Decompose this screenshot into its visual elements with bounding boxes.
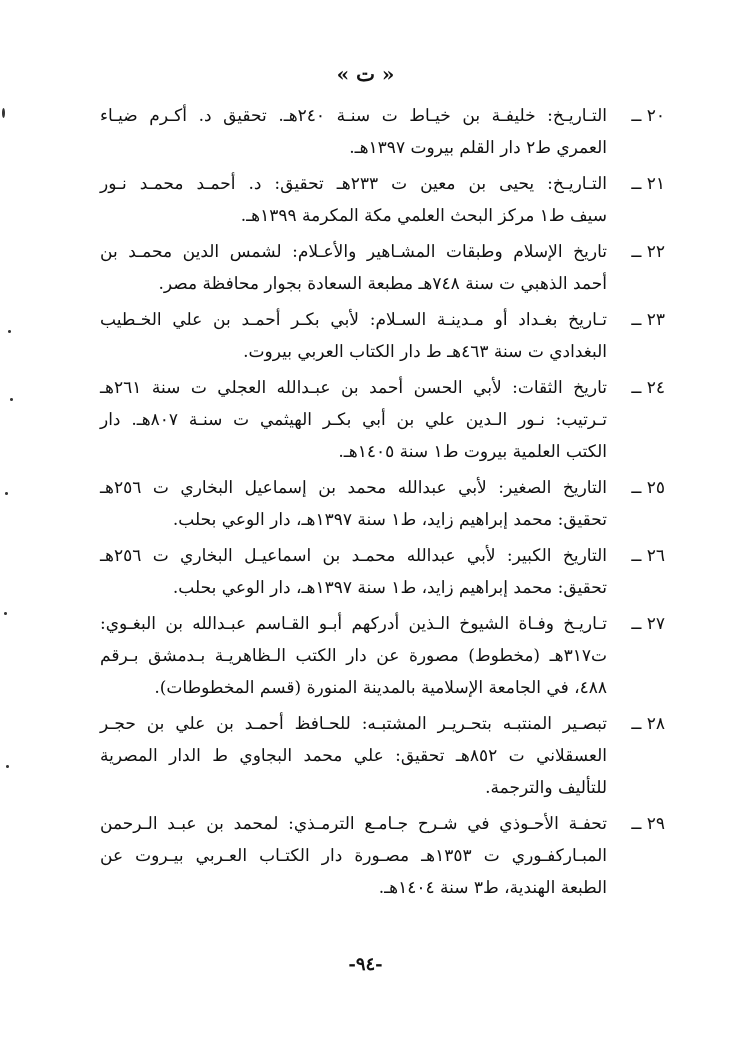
entry-line: التاريخ الكبير: لأبي عبدالله محمـد بن اسماعيـل البخاري ت ٢٥٦هـ [100,546,607,566]
entry-line: العسقلاني ت ٨٥٢هـ تحقيق: علي محمد البجاوي ط الدار المصرية [100,746,607,766]
entry-line: التاريخ الصغير: لأبي عبدالله محمد بن إسماعيل البخاري ت ٢٥٦هـ [100,478,607,498]
entry-line: البغدادي ت سنة ٤٦٣هـ ط دار الكتاب العربي بيروت. [243,342,607,362]
entry-number: ٢٧ ــ [631,614,665,634]
scan-speck [10,398,13,401]
entry-number: ٢٠ ــ [631,106,665,126]
entry-line: تحقيق: محمد إبراهيم زايد، ط١ سنة ١٣٩٧هـ، دار الوعي بحلب. [172,578,607,598]
entry-text [100,372,607,468]
entry-text [100,236,607,300]
entry-number: ٢٥ ــ [631,478,665,498]
entry-text [100,608,607,704]
scan-speck [5,492,8,495]
entry-line: التـاريـخ: خليفـة بن خيـاط ت سنـة ٢٤٠هـ. تحقيق د. أكـرم ضيـاء [100,106,607,126]
entry-line: الكتب العلمية بيروت ط١ سنة ١٤٠٥هـ. [338,442,607,462]
section-letter-heading: « ت » [336,62,395,86]
bibliography-entry [100,304,665,368]
entry-line: تـاريـخ وفـاة الشيوخ الـذين أدركهم أبـو القـاسم عبـدالله بن البغـوي: [100,614,607,634]
entry-text [100,808,607,904]
entry-line: تبصـير المنتبـه بتحـريـر المشتبـه: للحـافظ أحمـد بن علي بن حجـر [100,714,607,734]
bibliography-entry [100,168,665,232]
entry-text [100,708,607,804]
entry-line: المبـاركفـوري ت ١٣٥٣هـ مصـورة دار الكتـاب العـربي بيـروت عن [100,846,607,866]
bibliography-entry [100,472,665,536]
bibliography-entry [100,540,665,604]
entry-line: تحقيق: محمد إبراهيم زايد، ط١ سنة ١٣٩٧هـ، دار الوعي بحلب. [172,510,607,530]
entry-line: تاريخ الثقات: لأبي الحسن أحمد بن عبـدالله العجلي ت سنة ٢٦١هـ [100,378,607,398]
entry-text [100,304,607,368]
bibliography-entry [100,708,665,804]
entry-number: ٢٢ ــ [631,242,665,262]
entry-number: ٢١ ــ [631,174,665,194]
scan-speck [6,765,9,768]
entry-number: ٢٨ ــ [631,714,665,734]
entry-line: تحفـة الأحـوذي في شـرح جـامـع الترمـذي: لمحمد بن عبـد الـرحمن [100,814,607,834]
scan-speck [2,108,5,118]
scan-speck [8,330,11,333]
entry-text [100,472,607,536]
bibliography-list [100,100,665,908]
entry-line: التـاريـخ: يحيى بن معين ت ٢٣٣هـ تحقيق: د. أحمـد محمـد نـور [100,174,607,194]
entry-line: ت٣١٧هـ (مخطوط) مصورة عن دار الكتب الـظاهريـة بـدمشق بـرقم [100,646,607,666]
entry-line: ٤٨٨، في الجامعة الإسلامية بالمدينة المنورة (قسم المخطوطات). [154,678,607,698]
entry-line: تـاريخ بغـداد أو مـدينـة السـلام: لأبي بكـر أحمـد بن علي الخـطيب [100,310,607,330]
entry-text [100,100,607,164]
bibliography-entry [100,236,665,300]
entry-number: ٢٤ ــ [631,378,665,398]
entry-text [100,168,607,232]
entry-line: تاريخ الإسلام وطبقات المشـاهير والأعـلام: لشمس الدين محمـد بن [100,242,607,262]
page-number: -٩٤- [348,954,383,975]
entry-line: سيف ط١ مركز البحث العلمي مكة المكرمة ١٣٩٩هـ. [240,206,607,226]
entry-line: الطبعة الهندية، ط٣ سنة ١٤٠٤هـ. [378,878,607,898]
scan-speck [4,612,7,615]
entry-text [100,540,607,604]
entry-number: ٢٣ ــ [631,310,665,330]
entry-number: ٢٦ ــ [631,546,665,566]
entry-line: تـرتيب: نـور الـدين علي بن أبي بكـر الهيثمي ت سنـة ٨٠٧هـ. دار [100,410,607,430]
entry-number: ٢٩ ــ [631,814,665,834]
entry-line: أحمد الذهبي ت سنة ٧٤٨هـ مطبعة السعادة بجوار محافظة مصر. [158,274,607,294]
entry-line: العمري ط٢ دار القلم بيروت ١٣٩٧هـ. [349,138,607,158]
bibliography-entry [100,100,665,164]
bibliography-entry [100,808,665,904]
bibliography-entry [100,608,665,704]
entry-line: للتأليف والترجمة. [485,778,607,798]
bibliography-entry [100,372,665,468]
